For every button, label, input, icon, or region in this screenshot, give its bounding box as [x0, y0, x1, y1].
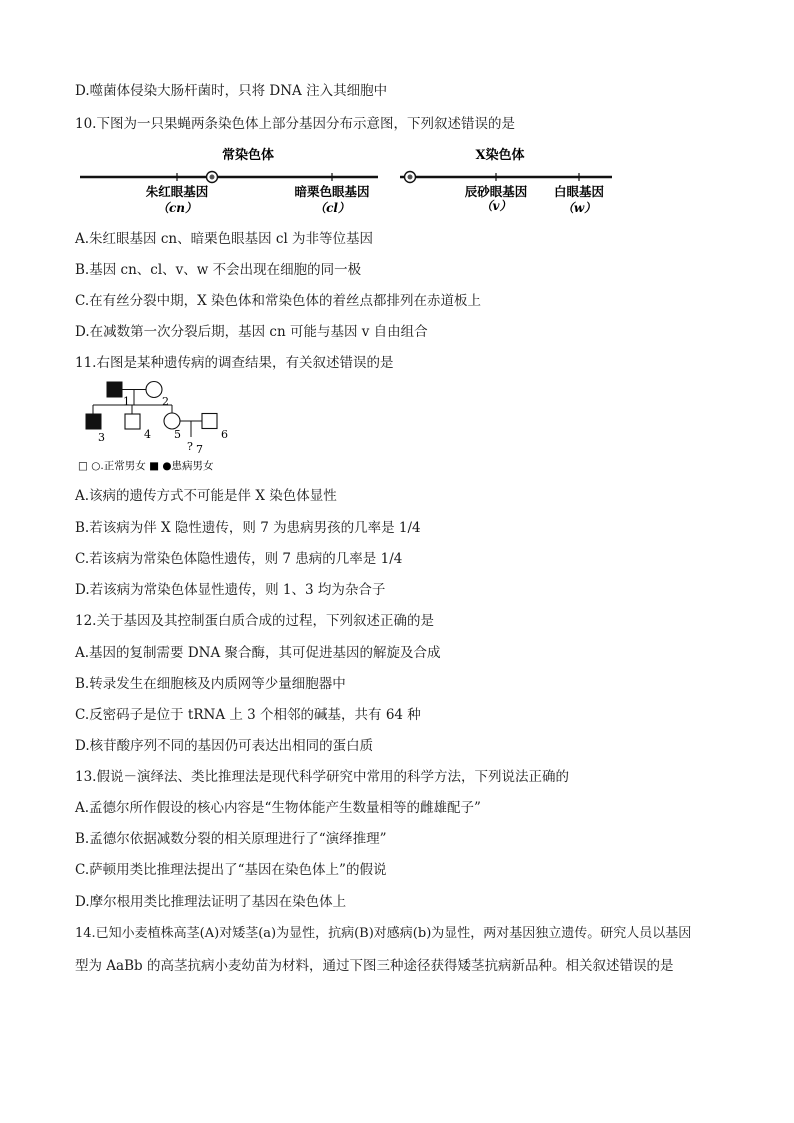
pedigree-individual-5	[164, 413, 180, 429]
q13-stem: 13.假说－演绎法、类比推理法是现代科学研究中常用的科学方法，下列说法正确的	[75, 769, 569, 785]
q13-option-a: A.孟德尔所作假设的核心内容是“生物体能产生数量相等的雌雄配子”	[75, 800, 481, 816]
q10-option-d: D.在减数第一次分裂后期，基因 cn 可能与基因 v 自由组合	[75, 324, 428, 340]
autosome-title: 常染色体	[221, 148, 275, 163]
pedigree-chart	[70, 375, 370, 485]
label-4: 4	[144, 428, 151, 441]
pedigree-individual-6	[202, 414, 217, 429]
q11-option-c: C.若该病为常染色体隐性遗传，则 7 患病的几率是 1/4	[75, 551, 403, 567]
x-chromosome-title: X染色体	[475, 148, 525, 163]
pedigree-individual-1	[107, 382, 122, 397]
q12-option-c: C.反密码子是位于 tRNA 上 3 个相邻的碱基，共有 64 种	[75, 707, 421, 723]
gene-w-symbol: （w）	[561, 201, 597, 215]
q13-option-c: C.萨顿用类比推理法提出了“基因在染色体上”的假说	[75, 862, 387, 878]
label-5: 5	[174, 428, 181, 441]
q12-stem: 12.关于基因及其控制蛋白质合成的过程，下列叙述正确的是	[75, 613, 434, 629]
q12-option-d: D.核苷酸序列不同的基因仍可表达出相同的蛋白质	[75, 738, 374, 754]
label-3: 3	[98, 431, 105, 444]
pedigree-individual-2	[146, 382, 162, 398]
gene-cn-name: 朱红眼基因	[145, 184, 209, 199]
q9-option-d: D.噬菌体侵染大肠杆菌时，只将 DNA 注入其细胞中	[75, 83, 388, 99]
q11-stem: 11.右图是某种遗传病的调查结果，有关叙述错误的是	[75, 355, 394, 371]
label-2: 2	[162, 395, 169, 408]
unknown-mark-7: ?	[187, 440, 193, 453]
q12-option-b: B.转录发生在细胞核及内质网等少量细胞器中	[75, 676, 346, 692]
pedigree-individual-4	[125, 414, 140, 429]
gene-v-name: 辰砂眼基因	[464, 184, 528, 199]
q13-option-b: B.孟德尔依据减数分裂的相关原理进行了“演绎推理”	[75, 831, 387, 847]
q10-stem: 10.下图为一只果蝇两条染色体上部分基因分布示意图，下列叙述错误的是	[75, 116, 515, 132]
q10-option-b: B.基因 cn、cl、v、w 不会出现在细胞的同一极	[75, 262, 362, 278]
q11-option-a: A.该病的遗传方式不可能是伴 X 染色体显性	[75, 488, 337, 504]
q14-stem-line-2: 型为 AaBb 的高茎抗病小麦幼苗为材料，通过下图三种途径获得矮茎抗病新品种。相关叙述错误的是	[75, 958, 674, 974]
label-6: 6	[221, 428, 228, 441]
gene-v-symbol: （v）	[480, 199, 512, 213]
label-1: 1	[123, 395, 130, 408]
gene-cl-symbol: （cl）	[314, 201, 350, 215]
gene-cn-symbol: （cn）	[156, 201, 198, 215]
pedigree-legend: □ ○.正常男女 ■ ●患病男女	[78, 460, 214, 472]
q10-option-c: C.在有丝分裂中期，X 染色体和常染色体的着丝点都排列在赤道板上	[75, 293, 482, 309]
chromosome-gene-diagram	[0, 140, 794, 220]
q10-option-a: A.朱红眼基因 cn、暗栗色眼基因 cl 为非等位基因	[75, 231, 374, 247]
gene-w-name: 白眼基因	[553, 184, 605, 199]
q11-option-b: B.若该病为伴 X 隐性遗传，则 7 为患病男孩的几率是 1/4	[75, 520, 421, 536]
q12-option-a: A.基因的复制需要 DNA 聚合酶，其可促进基因的解旋及合成	[75, 645, 441, 661]
label-7: 7	[196, 443, 203, 456]
q11-option-d: D.若该病为常染色体显性遗传，则 1、3 均为杂合子	[75, 582, 386, 598]
gene-cl-name: 暗栗色眼基因	[294, 184, 370, 199]
q14-stem-line-1: 14.已知小麦植株高茎(A)对矮茎(a)为显性，抗病(B)对感病(b)为显性，两对基因独立遗传。研究人员以基因	[75, 926, 692, 941]
q13-option-d: D.摩尔根用类比推理法证明了基因在染色体上	[75, 894, 347, 910]
pedigree-individual-3	[86, 414, 101, 429]
